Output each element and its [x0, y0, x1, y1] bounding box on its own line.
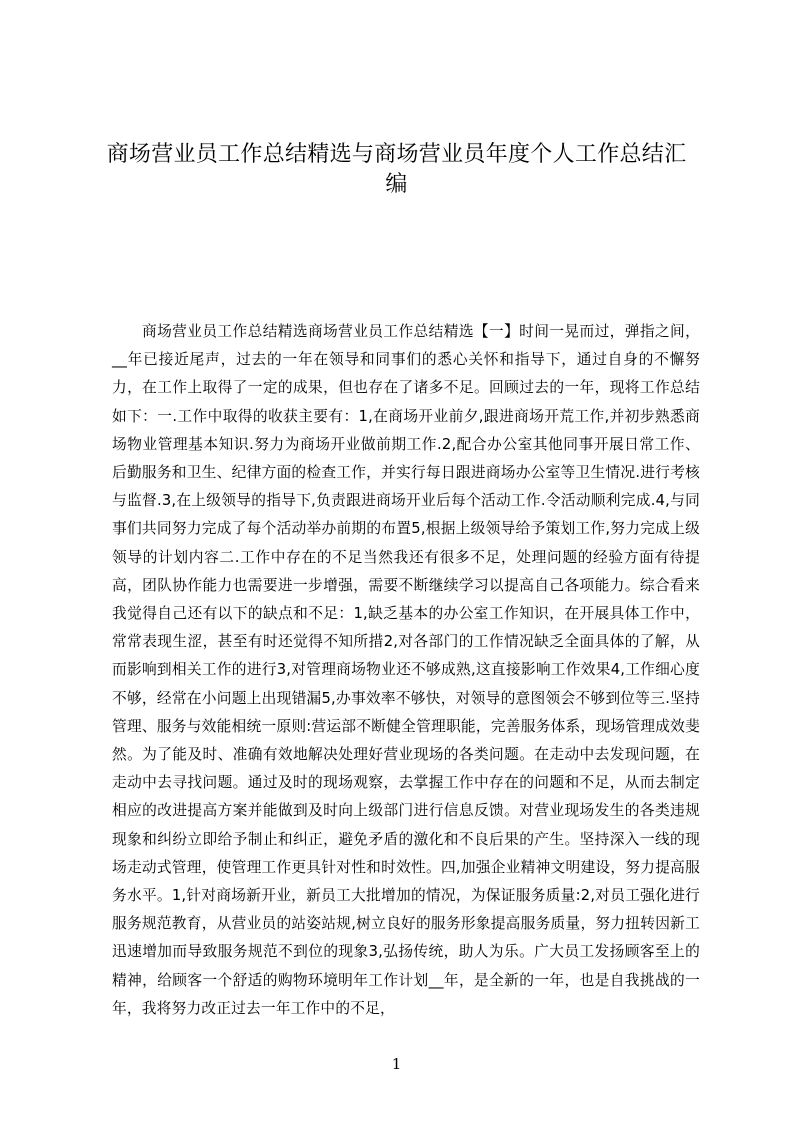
- document-title: 商场营业员工作总结精选与商场营业员年度个人工作总结汇编: [106, 142, 687, 197]
- page-number: 1: [391, 1055, 402, 1073]
- body-paragraph: 商场营业员工作总结精选商场营业员工作总结精选【一】时间一晃而过，弹指之间，__年已接近尾声，过去的一年在领导和同事们的悉心关怀和指导下，通过自身的不懈努力，在工作上取得了一定的成果，但也存在了诸多不足。回顾过去的一年，现将工作总结如下：一.工作中取得的收获主要有：1,在商场开业前夕,跟进商场开荒工作,并初步熟悉商场物业管理基本知识.努力为商场开业做前期工作.2,配合办公室其他同事开展日常工作、后勤服务和卫生、纪律方面的检查工作，并实行每日跟进商场办公室等卫生情况.进行考核与监督.3,在上级领导的指导下,负责跟进商场开业后每个活动工作.令活动顺利完成.4,与同事们共同努力完成了每个活动举办前期的布置5,根据上级领导给予策划工作,努力完成上级领导的计划内容二.工作中存在的不足当然我还有很多不足，处理问题的经验方面有待提高，团队协作能力也需要进一步增强，需要不断继续学习以提高自己各项能力。综合看来我觉得自己还有以下的缺点和不足：1,缺乏基本的办公室工作知识，在开展具体工作中，常常表现生涩，甚至有时还觉得不知所措2,对各部门的工作情况缺乏全面具体的了解，从而影响到相关工作的进行3,对管理商场物业还不够成熟,这直接影响工作效果4,工作细心度不够，经常在小问题上出现错漏5,办事效率不够快，对领导的意图领会不够到位等三.坚持管理、服务与效能相统一原则:营运部不断健全管理职能，完善服务体系，现场管理成效斐然。为了能及时、准确有效地解决处理好营业现场的各类问题。在走动中去发现问题，在走动中去寻找问题。通过及时的现场观察，去掌握工作中存在的问题和不足，从而去制定相应的改进提高方案并能做到及时向上级部门进行信息反馈。对营业现场发生的各类违规现象和纠纷立即给予制止和纠正，避免矛盾的激化和不良后果的产生。坚持深入一线的现场走动式管理，使管理工作更具针对性和时效性。四,加强企业精神文明建设，努力提高服务水平。1,针对商场新开业，新员工大批增加的情况，为保证服务质量:2,对员工强化进行服务规范教育，从营业员的站姿站规,树立良好的服务形象提高服务质量，努力扭转因新工迅速增加而导致服务规范不到位的现象3,弘扬传统，助人为乐。广大员工发扬顾客至上的精神，给顾客一个舒适的购物环境明年工作计划__年，是全新的一年，也是自我挑战的一年，我将努力改正过去一年工作中的不足，: [112, 323, 700, 1017]
